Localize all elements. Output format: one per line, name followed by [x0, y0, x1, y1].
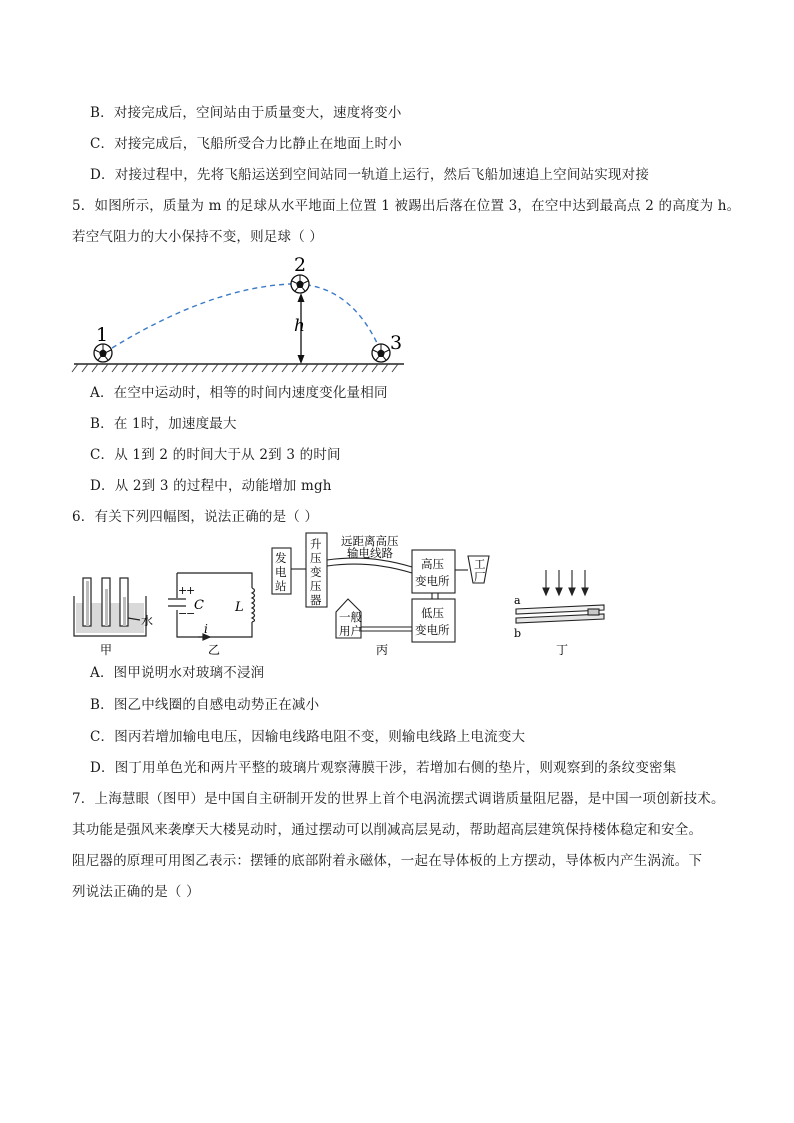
label-jia: 甲	[100, 643, 113, 657]
label-lv-1: 低压	[421, 606, 444, 620]
label-minus-right: −	[186, 607, 196, 620]
position-label-1: 1	[96, 324, 109, 346]
label-factory-2: 厂	[474, 570, 486, 584]
q6-stem: 6．有关下列四幅图，说法正确的是（ ）	[72, 509, 319, 525]
plant-char-1: 发	[275, 551, 287, 565]
q4-option-c: C．对接完成后，飞船所受合力比静止在地面上时小	[90, 136, 402, 152]
label-hv-1: 高压	[421, 557, 444, 571]
label-bing: 丙	[376, 643, 389, 657]
label-inductor-l: L	[235, 600, 244, 615]
position-label-3: 3	[390, 332, 403, 354]
stepup-char-2: 压	[310, 551, 322, 565]
stepup-char-4: 压	[310, 579, 322, 593]
label-yi: 乙	[208, 643, 221, 657]
label-lv-2: 变电所	[415, 623, 450, 637]
plant-char-3: 站	[275, 579, 287, 593]
q7-stem-line1: 7．上海慧眼（图甲）是中国自主研制开发的世界上首个电涡流摆式调谐质量阻尼器，是中国一项创新技术。	[72, 791, 725, 807]
label-long-distance: 远距离高压	[341, 534, 399, 548]
q5-stem-line1: 5．如图所示，质量为 m 的足球从水平地面上位置 1 被踢出后落在位置 3，在空中达到最高点 2 的高度为 h。	[72, 198, 741, 214]
q6-option-b: B．图乙中线圈的自感电动势正在减小	[90, 697, 320, 713]
label-current-i: i	[204, 622, 208, 636]
label-plus-left: +	[178, 584, 188, 597]
q6-option-c: C．图丙若增加输电电压，因输电线路电阻不变，则输电线路上电流变大	[90, 729, 526, 745]
figure-jia-capillary	[74, 578, 146, 636]
height-label-h: h	[294, 316, 305, 336]
label-factory-1: 工	[474, 557, 486, 571]
plant-char-2: 电	[275, 565, 287, 579]
position-label-2: 2	[294, 254, 307, 276]
q5-stem-line2: 若空气阻力的大小保持不变，则足球（ ）	[72, 229, 324, 245]
q7-stem-line4: 列说法正确的是（ ）	[72, 884, 200, 900]
q6-option-a: A．图甲说明水对玻璃不浸润	[90, 665, 265, 681]
label-user-1: 一般	[339, 610, 362, 624]
stepup-char-5: 器	[310, 593, 322, 607]
q5-option-b: B．在 1时，加速度最大	[90, 416, 237, 432]
q4-option-b: B．对接完成后，空间站由于质量变大，速度将变小	[90, 105, 402, 121]
label-transmission-line: 输电线路	[347, 546, 393, 560]
q5-option-c: C．从 1到 2 的时间大于从 2到 3 的时间	[90, 447, 341, 463]
q6-option-d: D．图丁用单色光和两片平整的玻璃片观察薄膜干涉，若增加右侧的垫片，则观察到的条纹变密集	[90, 760, 677, 776]
label-capacitor-c: C	[194, 598, 204, 613]
figure-ding-thin-film	[516, 570, 604, 623]
q5-option-a: A．在空中运动时，相等的时间内速度变化量相同	[90, 385, 388, 401]
q5-option-d: D．从 2到 3 的过程中，动能增加 mgh	[90, 478, 332, 494]
label-ding: 丁	[556, 643, 569, 657]
label-plate-a: a	[514, 594, 521, 607]
label-plus-right: +	[186, 584, 196, 597]
label-minus-left: −	[178, 607, 188, 620]
q7-stem-line2: 其功能是强风来袭摩天大楼晃动时，通过摆动可以削减高层晃动，帮助超高层建筑保持楼体稳定和安全。	[72, 822, 703, 838]
label-plate-b: b	[514, 627, 522, 640]
q4-option-d: D．对接过程中，先将飞船运送到空间站同一轨道上运行，然后飞船加速追上空间站实现对接	[90, 167, 650, 183]
q7-stem-line3: 阻尼器的原理可用图乙表示：摆锤的底部附着永磁体，一起在导体板的上方摆动，导体板内产生涡流。下	[72, 853, 703, 869]
label-user-2: 用户	[339, 624, 362, 638]
label-water: 水	[141, 614, 154, 628]
label-hv-2: 变电所	[415, 574, 450, 588]
stepup-char-1: 升	[310, 537, 322, 551]
stepup-char-3: 变	[310, 565, 322, 579]
